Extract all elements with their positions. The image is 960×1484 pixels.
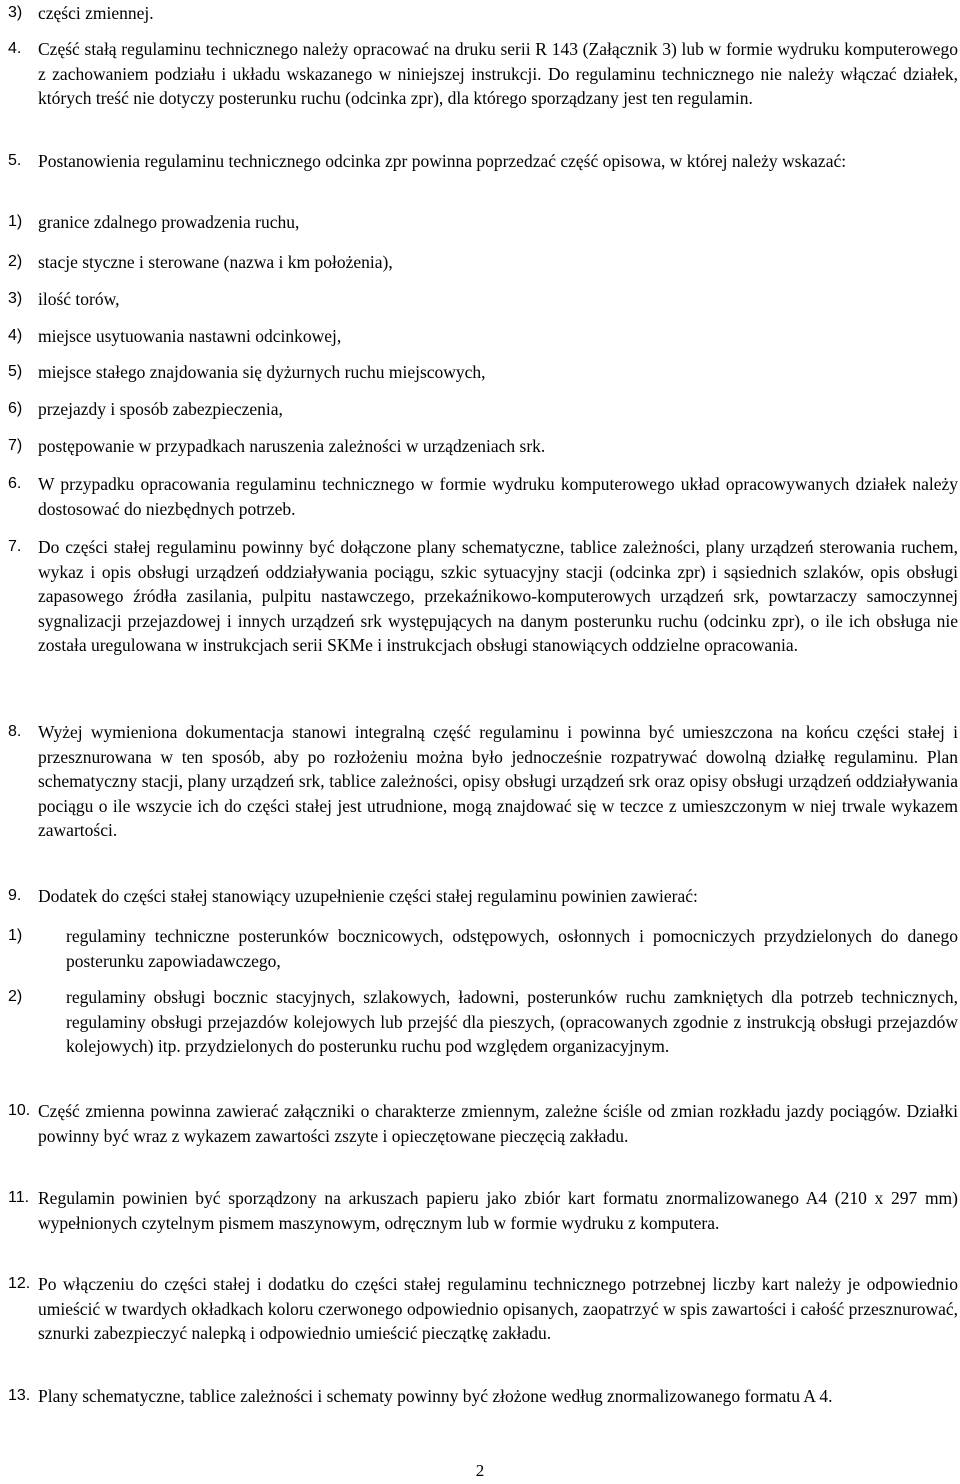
item-text: Część stałą regulaminu technicznego należy opracować na druku serii R 143 (Załącznik 3) lub w formie wydruku komputerowego z zachowaniem podziału i układu wskazanego w niniejszej instrukcji. Do regulaminu technicznego nie należy włączać działek, których treść nie dotyczy posterunku ruchu (odcinka zpr), dla którego sporządzany jest ten regulamin. (38, 39, 958, 108)
sub-item-number: 7) (8, 437, 23, 454)
list-item-13 (8, 1384, 958, 1409)
item-number: 5. (8, 152, 22, 169)
sub-item-number: 1) (8, 213, 23, 230)
page-number: 2 (475, 1461, 485, 1480)
item-text: Część zmienna powinna zawierać załączniki o charakterze zmiennym, zależne ściśle od zmian rozkładu jazdy pociągów. Działki powinny być wraz z wykazem zawartości zszyte i opieczętowane pieczęcią zakładu. (38, 1101, 958, 1146)
item-text: Do części stałej regulaminu powinny być dołączone plany schematyczne, tablice zależności, plany urządzeń sterowania ruchem, wykaz i opis obsługi urządzeń oddziaływania pociągu, szkic sytuacyjny stacji (odcinka zpr) i sąsiednich szlaków, opis obsługi zapasowego źródła zasilania, pulpitu nastawczego, przekaźnikowo-komputerowych urządzeń srk, powtarzaczy samoczynnej sygnalizacji przejazdowej i innych urządzeń srk występujących na danym posterunku ruchu (odcinku zpr), o ile ich obsługa nie została uregulowana w instrukcjach serii SKMe i instrukcjach obsługi stanowiących oddzielne opracowania. (38, 537, 958, 655)
item-number: 13. (8, 1387, 31, 1404)
sub-item-9-2 (8, 985, 958, 1059)
list-item-8 (8, 720, 958, 843)
item-text: Plany schematyczne, tablice zależności i schematy powinny być złożone według znormalizowanego formatu A 4. (38, 1386, 833, 1406)
list-item-6 (8, 472, 958, 521)
list-item-12 (8, 1272, 958, 1346)
sub-item-5-4 (8, 324, 958, 349)
sub-item-5-5 (8, 360, 958, 385)
list-item-7 (8, 535, 958, 658)
sub-item-text: miejsce stałego znajdowania się dyżurnych ruchu miejscowych, (38, 362, 486, 382)
item-text: części zmiennej. (38, 3, 154, 23)
item-text: W przypadku opracowania regulaminu technicznego w formie wydruku komputerowego układ opracowywanych działek należy dostosować do niezbędnych potrzeb. (38, 474, 958, 519)
sub-item-5-3 (8, 287, 958, 312)
item-text: Postanowienia regulaminu technicznego odcinka zpr powinna poprzedzać część opisowa, w której należy wskazać: (38, 151, 847, 171)
sub-item-text: miejsce usytuowania nastawni odcinkowej, (38, 326, 342, 346)
list-item-5 (8, 149, 958, 174)
item-number: 11. (8, 1189, 30, 1206)
item-number: 7. (8, 538, 22, 555)
list-item-10 (8, 1099, 958, 1148)
sub-item-5-2 (8, 250, 958, 275)
item-text: Wyżej wymieniona dokumentacja stanowi integralną część regulaminu i powinna być umieszczona na końcu części stałej i przesznurowana w ten sposób, aby po rozłożeniu można było jednocześnie rozpatrywać dowolną działkę regulaminu. Plan schematyczny stacji, plany urządzeń srk, tablice zależności, opisy obsługi urządzeń srk oraz opisy obsługi urządzeń oddziaływania pociągu o ile wszycie ich do części stałej jest utrudnione, mogą znajdować się w teczce z umieszczonym w niej trwale wykazem zawartości. (38, 722, 958, 840)
list-item-11 (8, 1186, 958, 1235)
list-item-4 (8, 37, 958, 111)
item-number: 12. (8, 1275, 31, 1292)
sub-item-5-6 (8, 397, 958, 422)
item-number: 9. (8, 887, 22, 904)
sub-item-number: 3) (8, 290, 23, 307)
sub-item-text: regulaminy techniczne posterunków bocznicowych, odstępowych, osłonnych i pomocniczych przydzielonych do danego posterunku zapowiadawczego, (66, 926, 958, 971)
item-number: 6. (8, 475, 22, 492)
item-text: Regulamin powinien być sporządzony na arkuszach papieru jako zbiór kart formatu znormalizowanego A4 (210 x 297 mm) wypełnionych czytelnym pismem maszynowym, odręcznym lub w formie wydruku z komputera. (38, 1188, 958, 1233)
sub-item-5-1 (8, 210, 958, 235)
list-item-3-top (8, 1, 958, 26)
item-number: 10. (8, 1102, 31, 1119)
sub-item-number: 2) (8, 253, 23, 270)
sub-item-text: granice zdalnego prowadzenia ruchu, (38, 212, 300, 232)
sub-item-9-1 (8, 924, 958, 973)
sub-item-text: przejazdy i sposób zabezpieczenia, (38, 399, 283, 419)
item-text: Po włączeniu do części stałej i dodatku do części stałej regulaminu technicznego potrzebnej liczby kart należy je odpowiednio umieścić w twardych okładkach koloru czerwonego odpowiednio opisanych, zaopatrzyć w spis zawartości i całość przesznurować, sznurki zabezpieczyć nalepką i odpowiednio umieścić pieczątkę zakładu. (38, 1274, 958, 1343)
item-text: Dodatek do części stałej stanowiący uzupełnienie części stałej regulaminu powinien zawierać: (38, 886, 698, 906)
item-number: 8. (8, 723, 22, 740)
sub-item-number: 2) (8, 988, 23, 1005)
sub-item-text: stacje styczne i sterowane (nazwa i km położenia), (38, 252, 393, 272)
sub-item-number: 5) (8, 363, 23, 380)
sub-item-number: 1) (8, 927, 23, 944)
sub-item-text: ilość torów, (38, 289, 120, 309)
sub-item-5-7 (8, 434, 958, 459)
sub-item-text: regulaminy obsługi bocznic stacyjnych, szlakowych, ładowni, posterunków ruchu zamkniętych dla potrzeb technicznych, regulaminy obsługi przejazdów kolejowych lub przejść dla pieszych, (opracowanych zgodnie z instrukcją obsługi przejazdów kolejowych) itp. przydzielonych do posterunku ruchu pod względem organizacyjnym. (66, 987, 958, 1056)
item-number: 3) (8, 4, 23, 21)
sub-item-number: 4) (8, 327, 23, 344)
sub-item-text: postępowanie w przypadkach naruszenia zależności w urządzeniach srk. (38, 436, 546, 456)
list-item-9 (8, 884, 958, 909)
sub-item-number: 6) (8, 400, 23, 417)
item-number: 4. (8, 40, 22, 57)
